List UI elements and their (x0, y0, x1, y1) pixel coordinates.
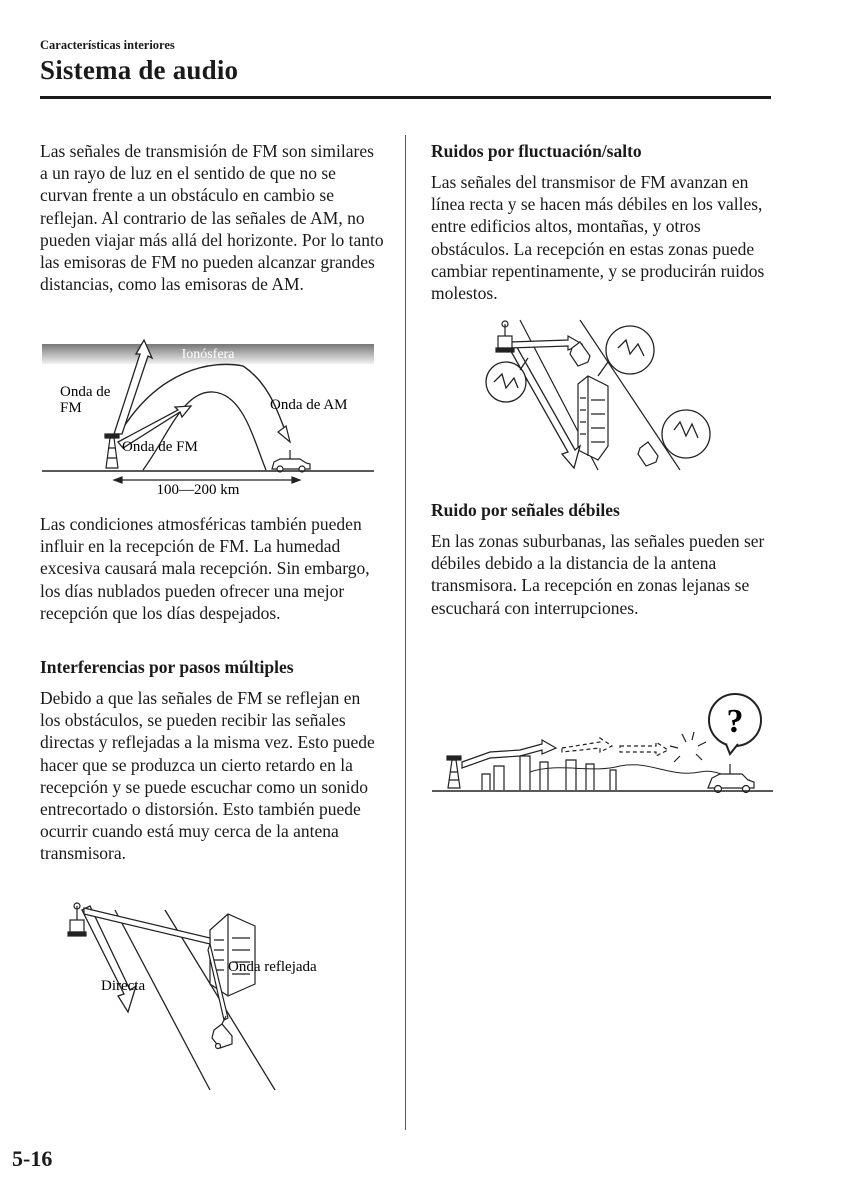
fluctuation-heading: Ruidos por fluctuación/salto (431, 141, 642, 161)
fluctuation-diagram (480, 318, 720, 478)
car-icon (272, 450, 310, 472)
multipath-paragraph: Debido a que las señales de FM se reflejan en los obstáculos, se pueden recibir las señales directas y reflejadas a la misma vez. Esto puede hacer que se produzca un cierto retardo en la recepción y se puede escuchar como un sonido entrecortado o distorsión. Esto también puede ocurrir cuando está muy cerca de la antena transmisora. (40, 688, 375, 864)
multipath-heading: Interferencias por pasos múltiples (40, 657, 294, 677)
weak-signal-heading: Ruido por señales débiles (431, 500, 620, 520)
car-icon (212, 1016, 232, 1049)
ionosphere-label: Ionósfera (181, 347, 235, 362)
direct-wave-label: Directa (101, 978, 146, 994)
am-wave-arc (118, 364, 288, 438)
transmitter-tower-icon (496, 321, 514, 352)
transmitter-tower-icon (105, 434, 119, 468)
am-wave-label: Onda de AM (270, 397, 348, 413)
fm-am-propagation-diagram (38, 338, 378, 500)
section-label: Características interiores (40, 38, 175, 52)
reflected-wave-label: Onda reflejada (228, 959, 317, 975)
transmitter-tower-icon (68, 903, 86, 936)
car-icon (708, 764, 754, 793)
am-wave-arrowhead (278, 426, 290, 442)
city-skyline (482, 756, 616, 790)
fm-wave-label-line1: Onda de (60, 384, 111, 400)
page-title: Sistema de audio (40, 55, 239, 85)
page-number: 5-16 (12, 1146, 53, 1171)
transmitter-tower-icon (447, 756, 461, 788)
title-rule (40, 96, 771, 99)
fm-wave-ground-label: Onda de FM (122, 439, 198, 455)
signal-arrow-right (510, 336, 582, 350)
weak-signal-paragraph: En las zonas suburbanas, las señales pueden ser débiles debido a la distancia de la antena transmisora. La recepción en zonas lejanas se escuchará con interrupciones. (431, 531, 765, 618)
spark-icon (670, 732, 706, 762)
atmospheric-paragraph: Las condiciones atmosféricas también pueden influir en la recepción de FM. La humedad excesiva causará mala recepción. Sin embargo, los días nublados pueden ofrecer una mejor recepción que los días despejados. (40, 514, 370, 623)
signal-arrow (462, 740, 556, 768)
question-mark-symbol: ? (726, 703, 744, 740)
fluctuation-paragraph: Las señales del transmisor de FM avanzan en línea recta y se hacen más débiles en los valles, entre edificios altos, montañas, y otros obstáculos. La recepción en estas zonas puede cambiar repentinamente, y se producirán ruidos molestos. (431, 172, 765, 304)
signal-arrow-down (508, 342, 580, 468)
weak-signal-arrow-1 (562, 738, 612, 752)
mountain-shape (143, 392, 266, 470)
weak-signal-arrow-2 (620, 742, 668, 756)
distance-label: 100—200 km (156, 482, 240, 498)
multipath-diagram (60, 900, 360, 1100)
fm-intro-paragraph: Las señales de transmisión de FM son similares a un rayo de luz en el sentido de que no se curvan frente a un obstáculo en cambio se reflejan. Al contrario de las señales de AM, no pueden viajar más allá del horizonte. Por lo tanto las emisoras de FM no pueden alcanzar grandes distancias, como las emisoras de AM. (40, 141, 384, 295)
fm-wave-label-line2: FM (60, 400, 82, 416)
weak-signal-diagram (430, 690, 775, 800)
building-icon (578, 376, 608, 460)
column-divider (405, 135, 406, 1130)
